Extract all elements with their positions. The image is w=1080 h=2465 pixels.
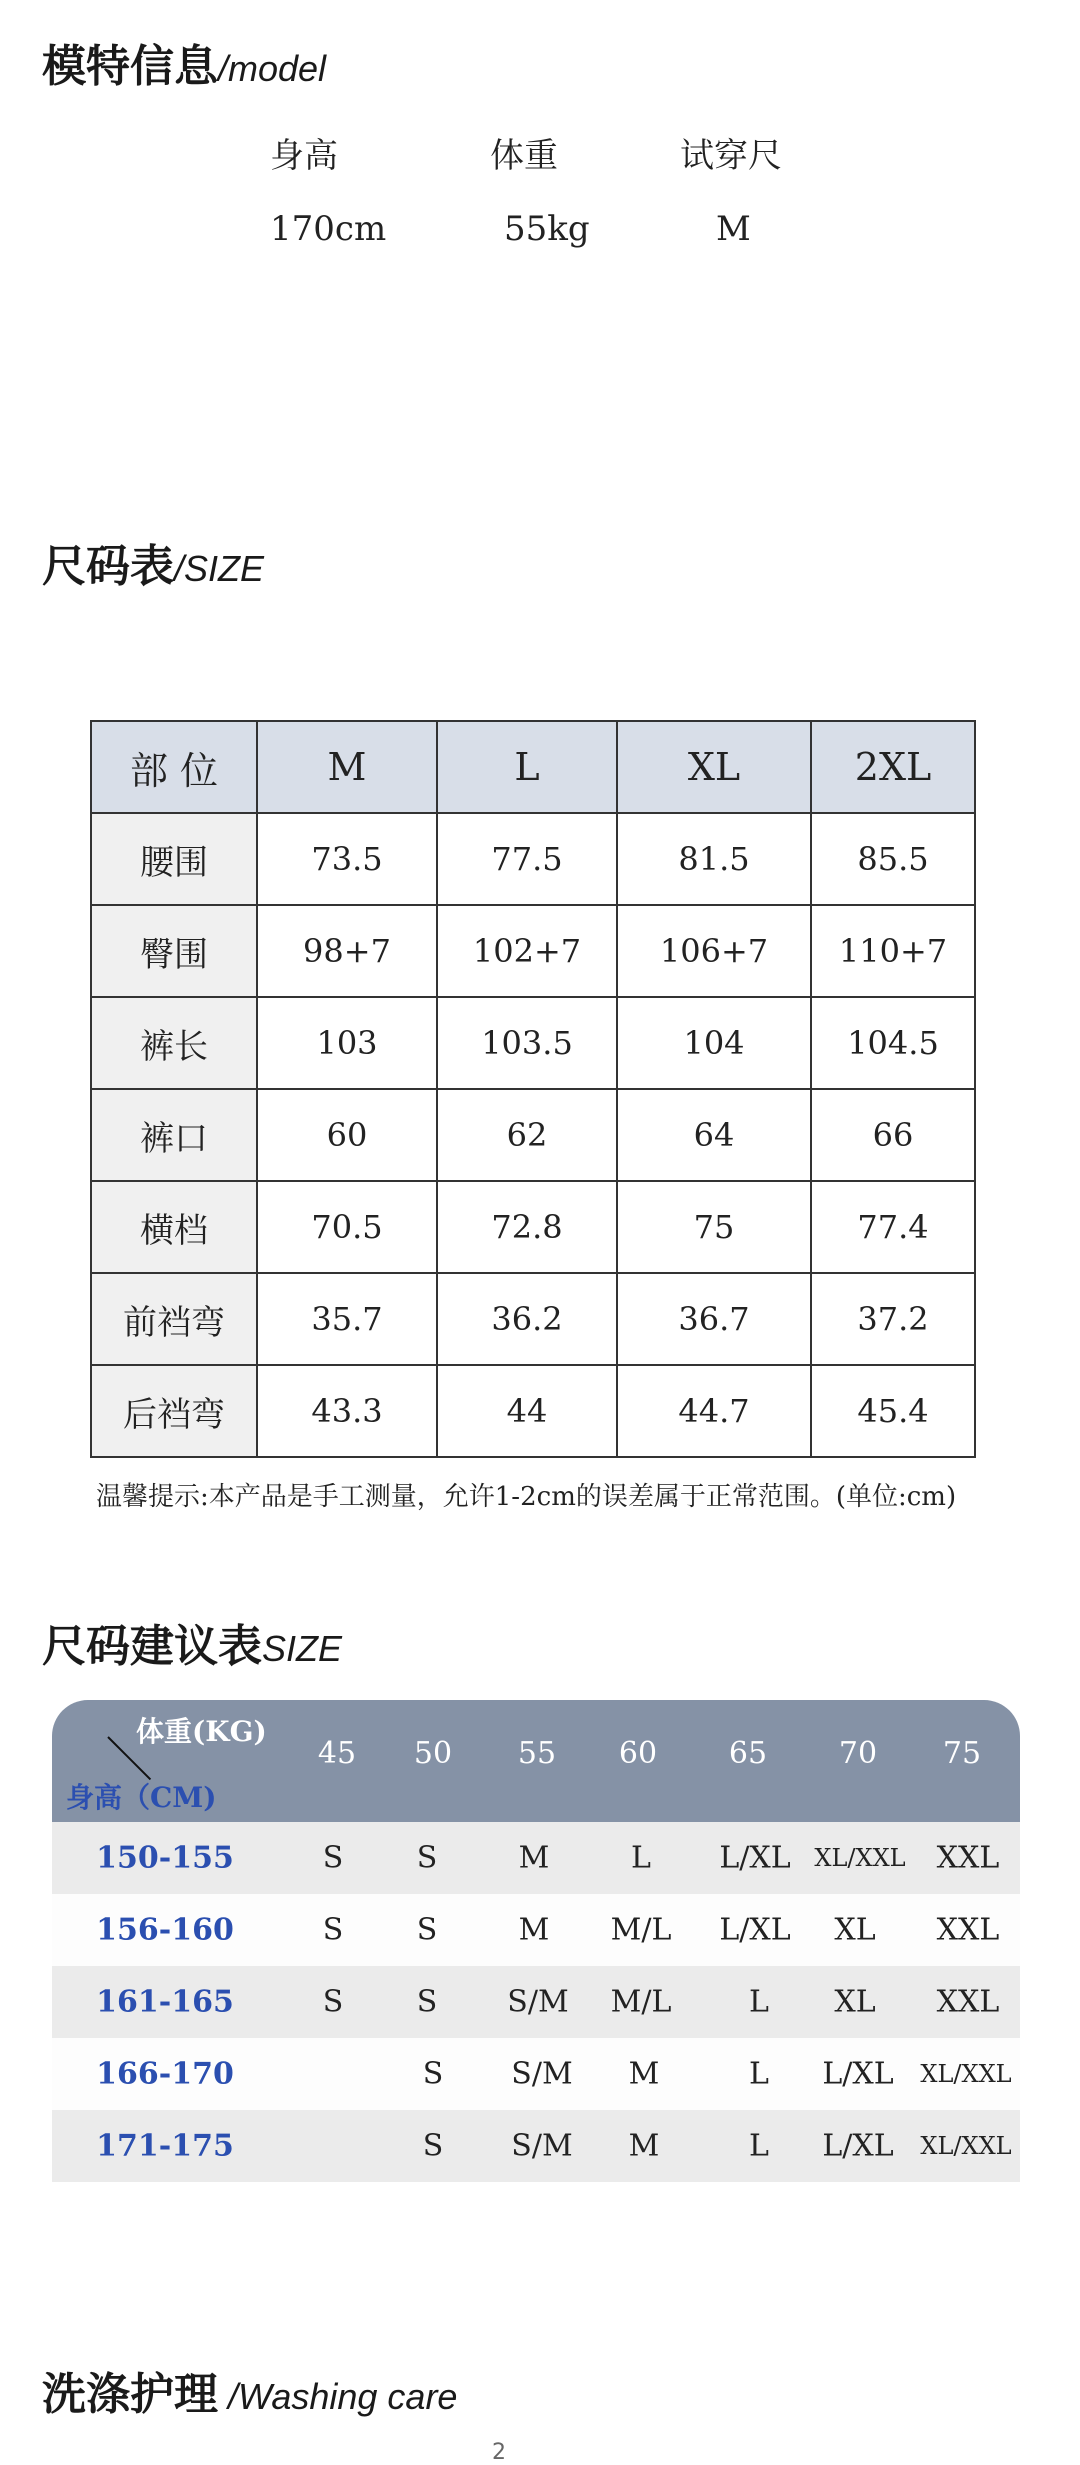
size-title-en: /SIZE bbox=[174, 548, 265, 589]
weight-col-label: 65 bbox=[728, 1736, 768, 1771]
table-cell: 62 bbox=[437, 1089, 617, 1181]
table-row bbox=[91, 997, 975, 1089]
header-part: 部 位 bbox=[91, 721, 257, 813]
header-size-l: L bbox=[437, 721, 617, 813]
table-cell: 45.4 bbox=[811, 1365, 975, 1457]
model-info-grid bbox=[270, 128, 890, 249]
wash-title-cn: 洗涤护理 bbox=[42, 2369, 218, 2420]
row-label: 裤长 bbox=[91, 997, 257, 1089]
suggested-size: L/XL bbox=[719, 1912, 791, 1948]
suggested-size: L bbox=[749, 1984, 769, 2020]
row-label: 裤口 bbox=[91, 1089, 257, 1181]
suggested-size: L bbox=[749, 2056, 769, 2092]
table-row bbox=[91, 1089, 975, 1181]
table-cell: 81.5 bbox=[617, 813, 811, 905]
height-range: 156-160 bbox=[96, 1912, 234, 1948]
weight-col-label: 45 bbox=[317, 1736, 357, 1771]
suggested-size: L bbox=[749, 2128, 769, 2164]
suggested-size: L/XL bbox=[822, 2128, 894, 2164]
model-value-weight: 55kg bbox=[504, 209, 590, 249]
suggested-size: L/XL bbox=[822, 2056, 894, 2092]
table-cell: 37.2 bbox=[811, 1273, 975, 1365]
model-title-en: /model bbox=[218, 48, 327, 89]
header-size-m: M bbox=[257, 721, 437, 813]
table-cell: 66 bbox=[811, 1089, 975, 1181]
table-cell: 98+7 bbox=[257, 905, 437, 997]
suggested-size: L/XL bbox=[719, 1840, 791, 1876]
size-table-header bbox=[91, 721, 975, 813]
suggested-size: XXL bbox=[936, 1984, 1000, 2020]
suggested-size: S bbox=[322, 1984, 344, 2020]
table-cell: 103.5 bbox=[437, 997, 617, 1089]
wash-title-en: /Washing care bbox=[218, 2376, 458, 2417]
suggestion-row bbox=[52, 2110, 1020, 2182]
suggested-size: XL/XXL bbox=[920, 2060, 1012, 2088]
header-size-2xl: 2XL bbox=[811, 721, 975, 813]
suggested-size: S bbox=[322, 1912, 344, 1948]
suggested-size: S bbox=[322, 1840, 344, 1876]
suggested-size: S bbox=[422, 2056, 444, 2092]
suggest-title-cn: 尺码建议表 bbox=[42, 1621, 262, 1672]
table-row bbox=[91, 1365, 975, 1457]
table-cell: 43.3 bbox=[257, 1365, 437, 1457]
table-cell: 102+7 bbox=[437, 905, 617, 997]
table-cell: 77.4 bbox=[811, 1181, 975, 1273]
suggested-size: S/M bbox=[511, 2056, 573, 2092]
suggested-size: M bbox=[628, 2128, 660, 2164]
weight-col-label: 55 bbox=[517, 1736, 557, 1771]
suggestion-row bbox=[52, 2038, 1020, 2110]
suggestion-row bbox=[52, 1966, 1020, 2038]
weight-col-label: 50 bbox=[413, 1736, 453, 1771]
height-axis-label: 身高（CM) bbox=[66, 1781, 217, 1814]
model-section-title bbox=[42, 30, 326, 94]
table-cell: 110+7 bbox=[811, 905, 975, 997]
height-range: 171-175 bbox=[96, 2128, 234, 2164]
weight-axis-label: 体重(KG) bbox=[136, 1715, 267, 1748]
suggestion-header bbox=[52, 1700, 1020, 1822]
table-cell: 85.5 bbox=[811, 813, 975, 905]
table-row bbox=[91, 1181, 975, 1273]
suggested-size: M bbox=[628, 2056, 660, 2092]
row-label: 横档 bbox=[91, 1181, 257, 1273]
model-value-height: 170cm bbox=[270, 209, 387, 249]
weight-col-label: 60 bbox=[618, 1736, 658, 1771]
wash-section-title bbox=[42, 2358, 457, 2422]
suggested-size: S/M bbox=[511, 2128, 573, 2164]
weight-col-label: 75 bbox=[942, 1736, 982, 1771]
suggest-title-en: SIZE bbox=[262, 1628, 343, 1669]
page-marker: 2 bbox=[492, 2440, 506, 2465]
table-cell: 44.7 bbox=[617, 1365, 811, 1457]
height-range: 166-170 bbox=[96, 2056, 234, 2092]
suggested-size: XL bbox=[834, 1984, 876, 2020]
size-suggestion-table bbox=[52, 1700, 1020, 2182]
header-size-xl: XL bbox=[617, 721, 811, 813]
model-header-weight: 体重 bbox=[490, 136, 558, 176]
table-cell: 75 bbox=[617, 1181, 811, 1273]
suggested-size: XL bbox=[834, 1912, 876, 1948]
table-cell: 70.5 bbox=[257, 1181, 437, 1273]
model-value-size: M bbox=[716, 209, 751, 249]
model-header-height: 身高 bbox=[270, 136, 338, 176]
suggested-size: XL/XXL bbox=[920, 2132, 1012, 2160]
row-label: 后裆弯 bbox=[91, 1365, 257, 1457]
row-label: 腰围 bbox=[91, 813, 257, 905]
measurement-note: 温馨提示:本产品是手工测量，允许1-2cm的误差属于正常范围。(单位:cm) bbox=[96, 1482, 957, 1512]
suggested-size: XXL bbox=[936, 1840, 1000, 1876]
suggested-size: S bbox=[422, 2128, 444, 2164]
size-section-title bbox=[42, 530, 264, 594]
suggested-size: M/L bbox=[610, 1912, 672, 1948]
height-range: 150-155 bbox=[96, 1840, 234, 1876]
suggested-size: XL/XXL bbox=[814, 1844, 906, 1872]
row-label: 臀围 bbox=[91, 905, 257, 997]
weight-col-label: 70 bbox=[838, 1736, 878, 1771]
table-cell: 104.5 bbox=[811, 997, 975, 1089]
table-cell: 73.5 bbox=[257, 813, 437, 905]
table-cell: 64 bbox=[617, 1089, 811, 1181]
table-cell: 77.5 bbox=[437, 813, 617, 905]
suggested-size: L bbox=[631, 1840, 651, 1876]
suggested-size: M/L bbox=[610, 1984, 672, 2020]
table-cell: 104 bbox=[617, 997, 811, 1089]
suggested-size: M bbox=[518, 1840, 550, 1876]
suggested-size: S bbox=[416, 1912, 438, 1948]
size-title-cn: 尺码表 bbox=[42, 541, 174, 592]
table-cell: 103 bbox=[257, 997, 437, 1089]
table-cell: 36.7 bbox=[617, 1273, 811, 1365]
table-row bbox=[91, 905, 975, 997]
table-cell: 60 bbox=[257, 1089, 437, 1181]
suggestion-row bbox=[52, 1822, 1020, 1894]
suggest-section-title bbox=[42, 1610, 342, 1674]
table-row bbox=[91, 1273, 975, 1365]
suggested-size: XXL bbox=[936, 1912, 1000, 1948]
table-row bbox=[91, 813, 975, 905]
suggested-size: M bbox=[518, 1912, 550, 1948]
suggested-size: S bbox=[416, 1984, 438, 2020]
model-title-cn: 模特信息 bbox=[42, 41, 218, 92]
table-cell: 36.2 bbox=[437, 1273, 617, 1365]
suggested-size: S/M bbox=[507, 1984, 569, 2020]
table-cell: 106+7 bbox=[617, 905, 811, 997]
model-header-size: 试穿尺 bbox=[680, 136, 782, 176]
height-range: 161-165 bbox=[96, 1984, 234, 2020]
table-cell: 44 bbox=[437, 1365, 617, 1457]
size-table bbox=[90, 720, 976, 1458]
row-label: 前裆弯 bbox=[91, 1273, 257, 1365]
table-cell: 35.7 bbox=[257, 1273, 437, 1365]
suggested-size: S bbox=[416, 1840, 438, 1876]
table-cell: 72.8 bbox=[437, 1181, 617, 1273]
suggestion-row bbox=[52, 1894, 1020, 1966]
